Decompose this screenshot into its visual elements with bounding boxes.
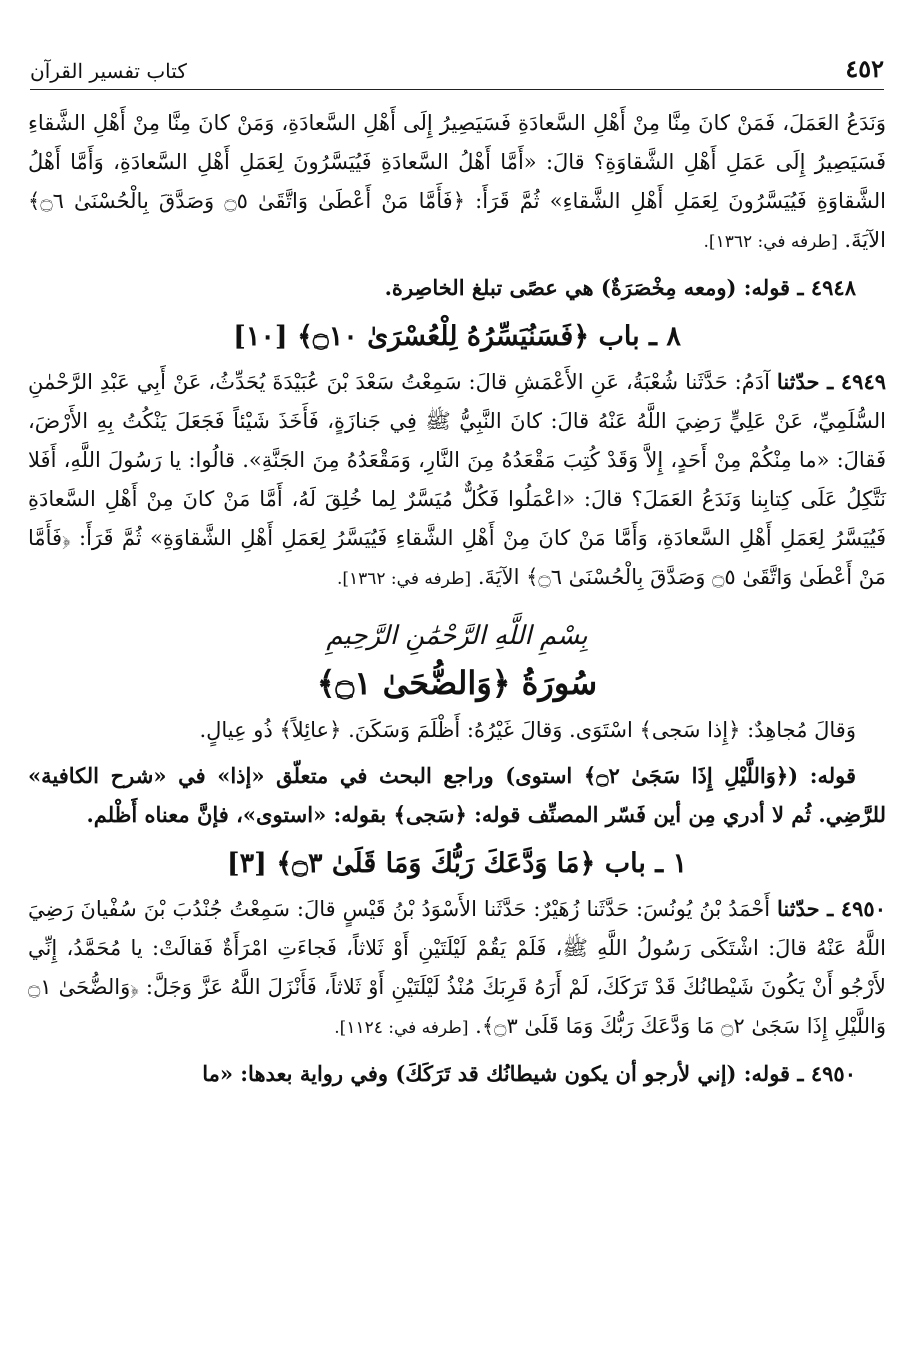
surah-title: سُورَةُ ﴿وَالضُّحَىٰ ۝١﴾ bbox=[316, 664, 598, 702]
hadith-number: ٤٩٤٩ ـ حدّثنا bbox=[776, 369, 887, 394]
commentary-4948: ٤٩٤٨ ـ قوله: (ومعه مِخْصَرَةٌ) هي عصًى تبلغ الخاصِرة. bbox=[384, 275, 856, 300]
commentary-sajaa: قوله: (﴿وَاللَّيْلِ إِذَا سَجَىٰ ۝٢﴾ استوى) وراجع البحث في متعلّق «إذا» في «شرح الكافية» للرَّضِي. ثُم لا أدري مِن أين فَسّر المصنِّف قوله: ﴿سَجى﴾ بقوله: «استوى»، فإنَّ معناه أَظْلم. bbox=[28, 763, 886, 827]
mujahid-note: وَقالَ مُجاهِدٌ: ﴿إِذا سَجى﴾ اسْتَوَى. وَقالَ غَيْرُهُ: أَظْلَمَ وَسَكَنَ. ﴿عائِلاً﴾ ذُو عِيالٍ. bbox=[199, 718, 856, 742]
hadith-4950 bbox=[28, 889, 886, 1048]
page-number: ٤٥٢ bbox=[845, 54, 884, 83]
chapter-heading-8: ٨ ـ باب ﴿فَسَنُيَسِّرُهُ لِلْعُسْرَىٰ ۝١٠﴾ [١٠] bbox=[233, 321, 681, 352]
page-header bbox=[30, 46, 884, 90]
hadith-text: وَنَدَعُ العَمَلَ، فَمَنْ كانَ مِنَّا مِنْ أَهْلِ السَّعادَةِ فَسَيَصِيرُ إِلَى أَهْلِ السَّعادَةِ، وَمَنْ كانَ مِنَّا مِنْ أَهْلِ الشَّقاءِ فَسَيَصِيرُ إِلَى عَمَلِ أَهْلِ الشَّقاوَةِ؟ قالَ: «أَمَّا أَهْلُ السَّعادَةِ فَيُيَسَّرُونَ لِعَمَلِ أَهْلِ السَّعادَةِ، وَأَمَّا أَهْلُ الشَّقاوَةِ فَيُيَسَّرُونَ لِعَمَلِ أَهْلِ الشَّقاءِ» ثُمَّ قَرَأَ: ﴿فَأَمَّا مَنْ أَعْطَىٰ وَاتَّقَىٰ ۝٥ وَصَدَّقَ بِالْحُسْنَىٰ ۝٦﴾ الآيَةَ. bbox=[28, 111, 886, 252]
book-title: كتاب تفسير القرآن bbox=[30, 59, 187, 83]
page-body bbox=[28, 104, 886, 1099]
hadith-text: أَحْمَدُ بْنُ يُونُسَ: حَدَّثَنا زُهَيْرٌ: حَدَّثَنا الأَسْوَدُ بْنُ قَيْسٍ قالَ: سَمِعْتُ جُنْدُبَ بْنَ سُفْيانَ رَضِيَ اللَّهُ عَنْهُ قالَ: اشْتَكَى رَسُولُ اللَّهِ ﷺ، فَلَمْ يَقُمْ لَيْلَتَيْنِ أَوْ ثَلاثاً، فَجاءَتِ امْرَأَةٌ فَقالَتْ: يا مُحَمَّدُ، إِنِّي لأَرْجُو أَنْ يَكُونَ شَيْطانُكَ قَدْ تَرَكَكَ، لَمْ أَرَهُ قَرِبَكَ مُنْذُ لَيْلَتَيْنِ أَوْ ثَلاثاً، فَأَنْزَلَ اللَّهُ عَزَّ وَجَلَّ: ﴿وَالضُّحَىٰ ۝١ وَاللَّيْلِ إِذَا سَجَىٰ ۝٢ مَا وَدَّعَكَ رَبُّكَ وَمَا قَلَىٰ ۝٣﴾. bbox=[28, 897, 886, 1038]
hadith-text: آدَمُ: حَدَّثَنا شُعْبَةُ، عَنِ الأَعْمَشِ قالَ: سَمِعْتُ سَعْدَ بْنَ عُبَيْدَةَ يُحَدِّثُ، عَنْ أَبِي عَبْدِ الرَّحْمٰنِ السُّلَمِيِّ، عَنْ عَلِيٍّ رَضِيَ اللَّهُ عَنْهُ قالَ: كانَ النَّبِيُّ ﷺ فِي جَنازَةٍ، فَأَخَذَ شَيْئاً فَجَعَلَ يَنْكُتُ بِهِ الأَرْضَ، فَقالَ: «ما مِنْكُمْ مِنْ أَحَدٍ، إِلاَّ وَقَدْ كُتِبَ مَقْعَدُهُ مِنَ النَّارِ، وَمَقْعَدُهُ مِنَ الجَنَّةِ». قالُوا: يا رَسُولَ اللَّهِ، أَفَلا نَتَّكِلُ عَلَى كِتابِنا وَنَدَعُ العَمَلَ؟ قالَ: «اعْمَلُوا فَكُلٌّ مُيَسَّرٌ لِما خُلِقَ لَهُ، أَمَّا مَنْ كانَ مِنْ أَهْلِ السَّعادَةِ فَيُيَسَّرُ لِعَمَلِ أَهْلِ السَّعادَةِ، وَأَمَّا مَنْ كانَ مِنْ أَهْلِ الشَّقاءِ فَيُيَسَّرُ لِعَمَلِ أَهْلِ الشَّقاوَةِ» ثُمَّ قَرَأَ: ﴿فَأَمَّا مَنْ أَعْطَىٰ وَاتَّقَىٰ ۝٥ وَصَدَّقَ بِالْحُسْنَىٰ ۝٦﴾ الآيَةَ. bbox=[28, 370, 886, 589]
cross-reference: [طرفه في: ١٣٦٢]. bbox=[703, 232, 838, 252]
cross-reference: [طرفه في: ١٣٦٢]. bbox=[336, 569, 472, 589]
basmala: بِسْمِ اللَّهِ الرَّحْمَٰنِ الرَّحِيمِ bbox=[326, 621, 588, 651]
paragraph-continued bbox=[28, 104, 886, 262]
cross-reference: [طرفه في: ١١٢٤]. bbox=[334, 1018, 469, 1038]
commentary-4950: ٤٩٥٠ ـ قوله: (إني لأرجو أن يكون شيطانُك قد تَرَكَكَ) وفي رواية بعدها: «ما bbox=[202, 1061, 856, 1086]
chapter-heading-1: ١ ـ باب ﴿مَا وَدَّعَكَ رَبُّكَ وَمَا قَلَىٰ ۝٣﴾ [٣] bbox=[226, 848, 688, 879]
hadith-4949 bbox=[28, 362, 886, 599]
hadith-number: ٤٩٥٠ ـ حدّثنا bbox=[777, 896, 886, 921]
